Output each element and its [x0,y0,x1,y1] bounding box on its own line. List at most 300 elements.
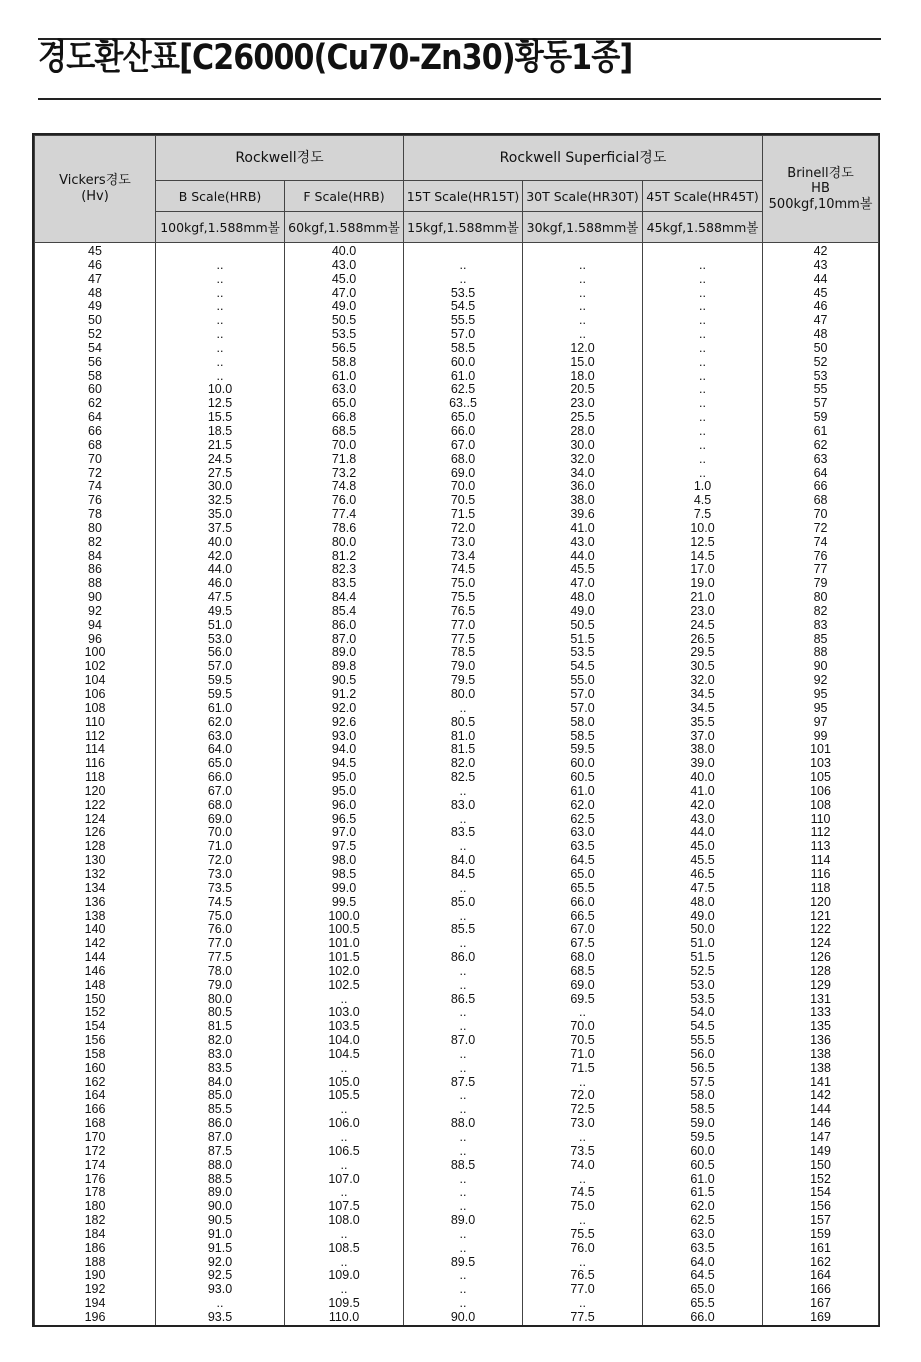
cell-hb: 92 [763,674,879,688]
cell-hrf: 66.8 [285,411,404,425]
cell-hrb: 74.5 [156,896,285,910]
table-row [35,1200,879,1214]
brinell-header-label: Brinell경도 [787,165,854,181]
cell-hr15t: 86.0 [404,951,523,965]
cell-hr15t [404,243,523,259]
table-row [35,522,879,536]
cell-hb: 43 [763,259,879,273]
cell-hb: 63 [763,453,879,467]
cell-hrb: 64.0 [156,743,285,757]
cell-vickers: 186 [35,1242,156,1256]
table-row [35,1228,879,1242]
cell-hrb: 10.0 [156,383,285,397]
cell-vickers: 164 [35,1089,156,1103]
cell-hrf: 82.3 [285,563,404,577]
cell-hb: 99 [763,730,879,744]
cell-hr45t: 62.0 [643,1200,763,1214]
cell-hrb: 49.5 [156,605,285,619]
cell-hrb: .. [156,328,285,342]
table-row [35,508,879,522]
cell-hrf: 58.8 [285,356,404,370]
table-row [35,923,879,937]
vickers-header [35,136,156,243]
table-row [35,1103,879,1117]
table-row [35,397,879,411]
cell-hb: 101 [763,743,879,757]
cell-hr45t: 26.5 [643,633,763,647]
cell-hrf: 95.0 [285,771,404,785]
table-row [35,1062,879,1076]
cell-hrf: 98.0 [285,854,404,868]
cell-hr30t: 28.0 [523,425,643,439]
page-title: 경도환산표[C26000(Cu70-Zn30)황동1종] [38,38,633,78]
cell-hb: 55 [763,383,879,397]
cell-hb: 52 [763,356,879,370]
cell-vickers: 184 [35,1228,156,1242]
cell-hr15t: 68.0 [404,453,523,467]
cell-hr30t: 25.5 [523,411,643,425]
cell-hb: 66 [763,480,879,494]
cell-vickers: 152 [35,1006,156,1020]
cell-hrb: 70.0 [156,826,285,840]
cell-hr45t: 58.0 [643,1089,763,1103]
cell-hr30t: 23.0 [523,397,643,411]
cell-vickers: 78 [35,508,156,522]
cell-hrf: .. [285,1103,404,1117]
cell-hrb: 59.5 [156,674,285,688]
cell-vickers: 140 [35,923,156,937]
table-row [35,646,879,660]
cell-hr30t: .. [523,259,643,273]
cell-hrb: 44.0 [156,563,285,577]
cell-hrb: 75.0 [156,910,285,924]
cell-hr15t: .. [404,1283,523,1297]
cell-hr15t: .. [404,1145,523,1159]
cell-hrb: 35.0 [156,508,285,522]
cell-hrb: 66.0 [156,771,285,785]
cell-hrf: 106.5 [285,1145,404,1159]
cell-hb: 50 [763,342,879,356]
cell-vickers: 130 [35,854,156,868]
cell-hr45t: 14.5 [643,550,763,564]
cell-vickers: 49 [35,300,156,314]
table-row [35,328,879,342]
cell-hrb: 47.5 [156,591,285,605]
cell-hr15t: 87.0 [404,1034,523,1048]
brinell-header [763,136,879,243]
cell-hr45t: 38.0 [643,743,763,757]
cell-hrb: 92.5 [156,1269,285,1283]
cell-hr45t: 17.0 [643,563,763,577]
cell-hr30t: 67.0 [523,923,643,937]
cell-hb: 59 [763,411,879,425]
table-row [35,730,879,744]
cell-hr45t: 54.0 [643,1006,763,1020]
cell-hr45t: 54.5 [643,1020,763,1034]
cell-hr30t: 65.5 [523,882,643,896]
cell-hr15t: 82.5 [404,771,523,785]
cell-hr45t: 34.5 [643,688,763,702]
cell-hrb: .. [156,273,285,287]
cell-hb: 62 [763,439,879,453]
cell-hr30t: 58.0 [523,716,643,730]
cell-vickers: 182 [35,1214,156,1228]
cell-vickers: 45 [35,243,156,259]
cell-hr45t: 56.5 [643,1062,763,1076]
table-row [35,550,879,564]
cell-hr45t: 10.0 [643,522,763,536]
cell-vickers: 46 [35,259,156,273]
superficial-header: Rockwell Superficial경도 [404,136,763,181]
cell-hr45t: .. [643,342,763,356]
table-row [35,259,879,273]
cell-hrb: 73.0 [156,868,285,882]
cell-hr15t: 84.5 [404,868,523,882]
cell-hr15t: 82.0 [404,757,523,771]
cell-hr30t: 55.0 [523,674,643,688]
cell-hr15t: 65.0 [404,411,523,425]
cell-hr45t: 46.5 [643,868,763,882]
cell-hr30t: 20.5 [523,383,643,397]
cell-hb: 131 [763,993,879,1007]
cell-vickers: 88 [35,577,156,591]
table-row [35,1117,879,1131]
15t-cond-header: 15kgf,1.588mm볼 [404,212,523,243]
cell-vickers: 104 [35,674,156,688]
cell-hr30t: .. [523,314,643,328]
cell-hb: 156 [763,1200,879,1214]
cell-hr30t: 67.5 [523,937,643,951]
cell-hr15t: .. [404,259,523,273]
cell-hr45t [643,243,763,259]
cell-hr15t: 81.5 [404,743,523,757]
table-row [35,356,879,370]
table-row [35,1214,879,1228]
cell-hrb: 77.5 [156,951,285,965]
table-row [35,536,879,550]
cell-hb: 77 [763,563,879,577]
cell-hr15t: 89.5 [404,1256,523,1270]
cell-hb: 144 [763,1103,879,1117]
cell-hrf: 98.5 [285,868,404,882]
cell-hr45t: 4.5 [643,494,763,508]
cell-hr45t: .. [643,411,763,425]
cell-hrb: 90.0 [156,1200,285,1214]
cell-hr45t: 45.5 [643,854,763,868]
cell-hr30t: .. [523,287,643,301]
cell-hrf: 102.0 [285,965,404,979]
cell-hb: 138 [763,1062,879,1076]
cell-hrb: 12.5 [156,397,285,411]
cell-vickers: 92 [35,605,156,619]
cell-hrf: 99.0 [285,882,404,896]
cell-hrf: 94.5 [285,757,404,771]
cell-vickers: 154 [35,1020,156,1034]
cell-hr45t: 30.5 [643,660,763,674]
cell-hr30t: 68.0 [523,951,643,965]
cell-hr45t: 34.5 [643,702,763,716]
cell-vickers: 142 [35,937,156,951]
cell-hrf: 92.0 [285,702,404,716]
cell-hb: 162 [763,1256,879,1270]
cell-hr45t: 32.0 [643,674,763,688]
cell-hr30t: 39.6 [523,508,643,522]
cell-hr15t: 61.0 [404,370,523,384]
cell-hr45t: 35.5 [643,716,763,730]
table-row [35,300,879,314]
cell-hr30t: .. [523,1006,643,1020]
cell-hr30t: 60.0 [523,757,643,771]
cell-hb: 126 [763,951,879,965]
table-row [35,1311,879,1325]
cell-hb: 110 [763,813,879,827]
cell-hrb: 67.0 [156,785,285,799]
cell-hrb: 80.0 [156,993,285,1007]
table-row [35,799,879,813]
cell-hr30t: .. [523,1076,643,1090]
cell-hr30t: .. [523,1214,643,1228]
cell-hb: 150 [763,1159,879,1173]
cell-hr45t: 1.0 [643,480,763,494]
cell-hrf: 93.0 [285,730,404,744]
cell-hrf: 109.5 [285,1297,404,1311]
45t-cond-header: 45kgf,1.588mm볼 [643,212,763,243]
cell-hr15t: 83.5 [404,826,523,840]
cell-hr30t: 41.0 [523,522,643,536]
cell-hrb: 91.5 [156,1242,285,1256]
cell-hrf: 68.5 [285,425,404,439]
cell-hrf: .. [285,1131,404,1145]
table-row [35,785,879,799]
cell-vickers: 110 [35,716,156,730]
cell-hr30t: .. [523,273,643,287]
cell-hb: 133 [763,1006,879,1020]
cell-hr15t: 72.0 [404,522,523,536]
cell-hr30t: 12.0 [523,342,643,356]
cell-hrb: 73.5 [156,882,285,896]
cell-hb: 112 [763,826,879,840]
cell-hr45t: 61.0 [643,1173,763,1187]
table-row [35,425,879,439]
table-row [35,1020,879,1034]
cell-hrf: .. [285,1256,404,1270]
cell-hr15t: 62.5 [404,383,523,397]
cell-vickers: 128 [35,840,156,854]
table-row [35,1089,879,1103]
cell-hrb: 53.0 [156,633,285,647]
cell-hr15t: 89.0 [404,1214,523,1228]
table-row [35,951,879,965]
cell-hb: 79 [763,577,879,591]
cell-hrf: 95.0 [285,785,404,799]
cell-hrf: 89.8 [285,660,404,674]
table-row [35,674,879,688]
cell-hr30t: 70.5 [523,1034,643,1048]
cell-vickers: 56 [35,356,156,370]
cell-hr45t: 57.5 [643,1076,763,1090]
cell-hr30t: 32.0 [523,453,643,467]
cell-vickers: 50 [35,314,156,328]
cell-hrf: 103.5 [285,1020,404,1034]
cell-hrf: 45.0 [285,273,404,287]
cell-hr45t: 53.5 [643,993,763,1007]
cell-hrf: .. [285,1228,404,1242]
cell-hr30t: 70.0 [523,1020,643,1034]
cell-hb: 128 [763,965,879,979]
cell-hr45t: 37.0 [643,730,763,744]
cell-hr15t: 81.0 [404,730,523,744]
cell-hrb: 92.0 [156,1256,285,1270]
table-row [35,1034,879,1048]
table-row [35,910,879,924]
cell-hrf: 107.5 [285,1200,404,1214]
table-row [35,383,879,397]
cell-hr45t: 7.5 [643,508,763,522]
cell-hr15t: .. [404,1242,523,1256]
table-body [35,243,879,1325]
cell-hr30t: 53.5 [523,646,643,660]
cell-vickers: 170 [35,1131,156,1145]
cell-hr15t: .. [404,1131,523,1145]
cell-hr15t: 84.0 [404,854,523,868]
table-row [35,743,879,757]
cell-hrb: 40.0 [156,536,285,550]
table-row [35,896,879,910]
cell-hr30t: 59.5 [523,743,643,757]
cell-vickers: 94 [35,619,156,633]
cell-hr30t: 77.0 [523,1283,643,1297]
cell-vickers: 138 [35,910,156,924]
b-cond-header: 100kgf,1.588mm볼 [156,212,285,243]
cell-hrb: .. [156,314,285,328]
table-row [35,1076,879,1090]
cell-hr30t: 49.0 [523,605,643,619]
cell-hr45t: .. [643,300,763,314]
table-row [35,1283,879,1297]
cell-hr45t: 59.0 [643,1117,763,1131]
cell-hrf: 105.5 [285,1089,404,1103]
cell-hr45t: .. [643,397,763,411]
cell-hr45t: 43.0 [643,813,763,827]
cell-hr15t: .. [404,965,523,979]
cell-hr30t: 61.0 [523,785,643,799]
cell-hr15t: .. [404,937,523,951]
cell-hr30t: 60.5 [523,771,643,785]
cell-hr45t: 47.5 [643,882,763,896]
cell-hrb: 86.0 [156,1117,285,1131]
cell-vickers: 162 [35,1076,156,1090]
cell-hr45t: 58.5 [643,1103,763,1117]
cell-hrf: 61.0 [285,370,404,384]
cell-hr15t: 70.5 [404,494,523,508]
cell-hb: 129 [763,979,879,993]
cell-hrb: 37.5 [156,522,285,536]
cell-hrb: 56.0 [156,646,285,660]
cell-hrb: 88.0 [156,1159,285,1173]
table-row [35,370,879,384]
cell-vickers: 120 [35,785,156,799]
cell-vickers: 48 [35,287,156,301]
cell-hrb: .. [156,1297,285,1311]
cell-vickers: 190 [35,1269,156,1283]
cell-hrf: 99.5 [285,896,404,910]
cell-hr45t: .. [643,314,763,328]
cell-hr15t: .. [404,1228,523,1242]
cell-hr30t: 50.5 [523,619,643,633]
cell-hr45t: 44.0 [643,826,763,840]
cell-hrf: .. [285,993,404,1007]
cell-hr45t: 63.0 [643,1228,763,1242]
cell-hr15t: 76.5 [404,605,523,619]
cell-hrb: 61.0 [156,702,285,716]
cell-hrf: 108.5 [285,1242,404,1256]
cell-hr30t: 54.5 [523,660,643,674]
table-row [35,577,879,591]
cell-hr15t: 85.0 [404,896,523,910]
cell-hb: 122 [763,923,879,937]
cell-hr45t: .. [643,425,763,439]
cell-hrf: 104.5 [285,1048,404,1062]
cell-hrf: 106.0 [285,1117,404,1131]
30t-scale-header: 30T Scale(HR30T) [523,181,643,212]
cell-vickers: 172 [35,1145,156,1159]
cell-vickers: 158 [35,1048,156,1062]
cell-hr15t: .. [404,1089,523,1103]
cell-hr45t: 45.0 [643,840,763,854]
brinell-header-cond: 500kgf,10mm볼 [768,196,873,212]
table-row [35,1131,879,1145]
cell-hr30t: 71.0 [523,1048,643,1062]
cell-vickers: 112 [35,730,156,744]
cell-hrb: 59.5 [156,688,285,702]
cell-vickers: 166 [35,1103,156,1117]
cell-hb: 47 [763,314,879,328]
cell-hr30t: 65.0 [523,868,643,882]
cell-hb: 88 [763,646,879,660]
table-row [35,882,879,896]
cell-hrb: 57.0 [156,660,285,674]
cell-vickers: 80 [35,522,156,536]
cell-hrb: 81.5 [156,1020,285,1034]
rockwell-header: Rockwell경도 [156,136,404,181]
cell-hb: 152 [763,1173,879,1187]
cell-hrf: 53.5 [285,328,404,342]
cell-vickers: 96 [35,633,156,647]
cell-vickers: 100 [35,646,156,660]
cell-hrb: 71.0 [156,840,285,854]
cell-hrb [156,243,285,259]
title-bottom-rule [38,98,881,100]
cell-hrb: 46.0 [156,577,285,591]
cell-hr45t: 41.0 [643,785,763,799]
table-row [35,993,879,1007]
cell-hr15t: .. [404,1020,523,1034]
cell-hb: 103 [763,757,879,771]
cell-hr15t: 90.0 [404,1311,523,1325]
table-row [35,660,879,674]
cell-hr30t: 57.0 [523,702,643,716]
table-row [35,480,879,494]
cell-hr30t [523,243,643,259]
cell-hr30t: 57.0 [523,688,643,702]
cell-hrf: 90.5 [285,674,404,688]
cell-hrb: 24.5 [156,453,285,467]
cell-hb: 161 [763,1242,879,1256]
cell-hr30t: 72.5 [523,1103,643,1117]
conversion-table [34,135,879,1325]
cell-hrb: 62.0 [156,716,285,730]
cell-hrb: 87.0 [156,1131,285,1145]
